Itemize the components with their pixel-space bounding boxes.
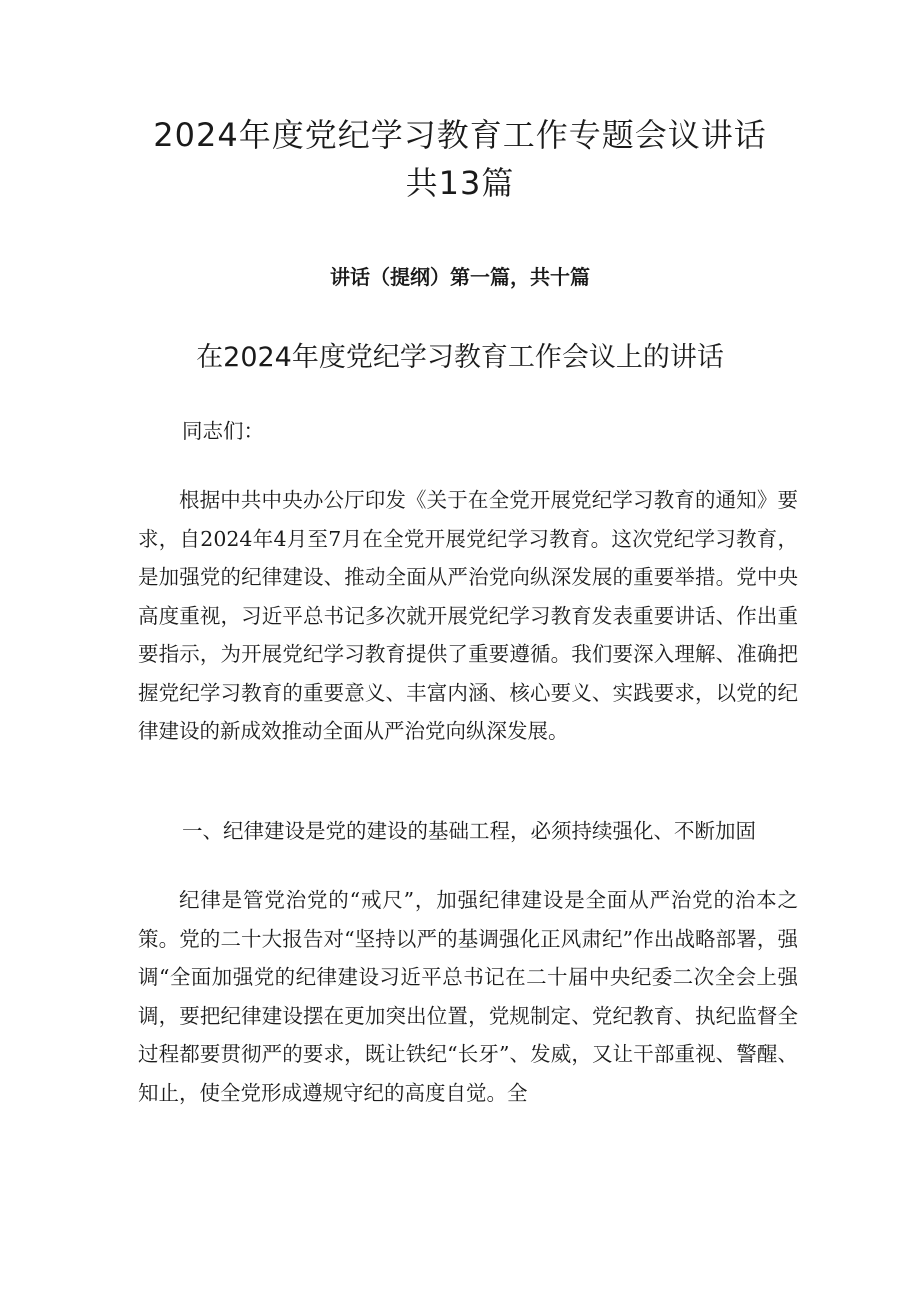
body-paragraph-2: 纪律是管党治党的“戒尺”，加强纪律建设是全面从严治党的治本之策。党的二十大报告对“坚持以严的基调强化正风肃纪”作出战略部署，强调“全面加强党的纪律建设习近平总书记在二十届中央纪委二次全会上强调，要把纪律建设摆在更加突出位置，党规制定、党纪教育、执纪监督全过程都要贯彻严的要求，既让铁纪“长牙”、发威，又让干部重视、警醒、知止，使全党形成遵规守纪的高度自觉。全 bbox=[138, 888, 798, 1105]
speech-title: 在2024年度党纪学习教育工作会议上的讲话 bbox=[196, 342, 724, 373]
document-title-line1: 2024年度党纪学习教育工作专题会议讲话 bbox=[153, 116, 767, 154]
section-label: 讲话（提纲）第一篇，共十篇 bbox=[330, 265, 590, 289]
document-title-line2: 共13篇 bbox=[405, 164, 515, 202]
body-paragraph-1: 根据中共中央办公厅印发《关于在全党开展党纪学习教育的通知》要求，自2024年4月至7月在全党开展党纪学习教育。这次党纪学习教育，是加强党的纪律建设、推动全面从严治党向纵深发展的重要举措。党中央高度重视，习近平总书记多次就开展党纪学习教育发表重要讲话、作出重要指示，为开展党纪学习教育提供了重要遵循。我们要深入理解、准确把握党纪学习教育的重要意义、丰富内涵、核心要义、实践要求，以党的纪律建设的新成效推动全面从严治党向纵深发展。 bbox=[138, 488, 798, 743]
section-heading-1: 一、纪律建设是党的建设的基础工程，必须持续强化、不断加固 bbox=[182, 819, 756, 843]
greeting: 同志们： bbox=[182, 419, 264, 443]
